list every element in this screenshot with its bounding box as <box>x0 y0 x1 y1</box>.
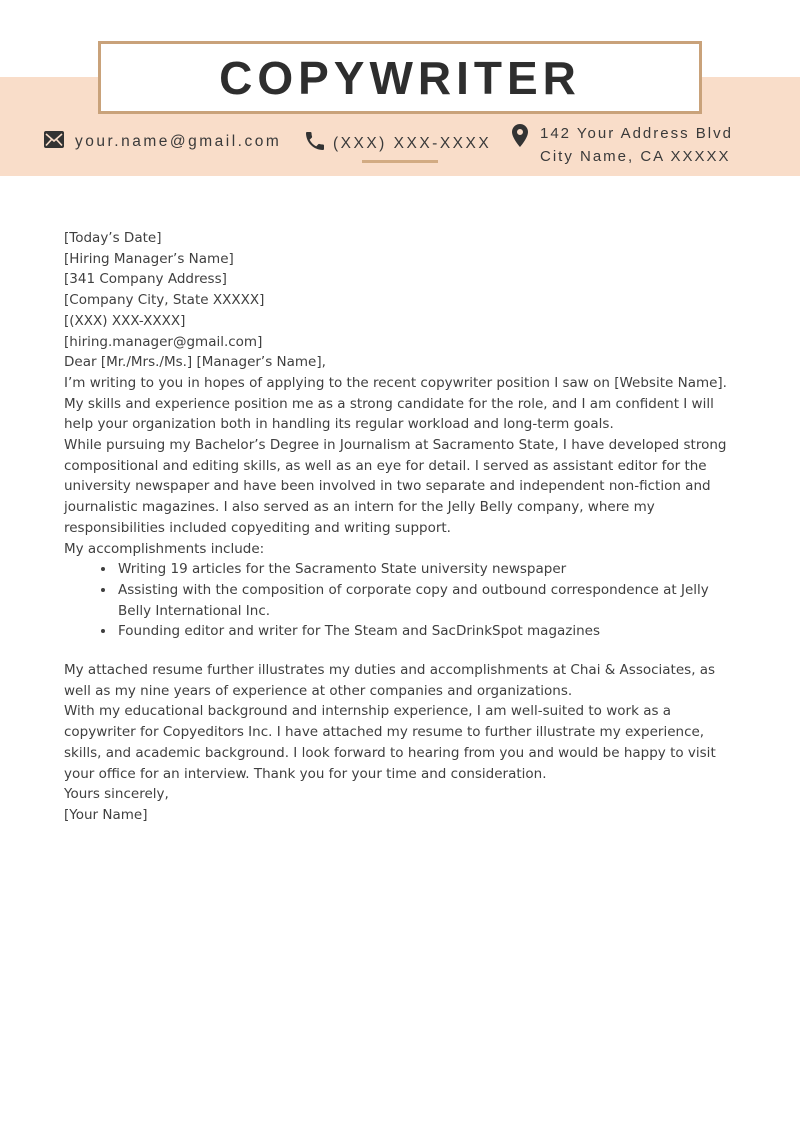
envelope-icon <box>44 131 64 153</box>
paragraph-resume: My attached resume further illustrates my duties and accomplishments at Chai & Associates, as well as my nine years of experience at other companies and organizations. <box>64 662 716 699</box>
contact-address-lines <box>540 122 733 168</box>
salutation: Dear [Mr./Mrs./Ms.] [Manager’s Name], <box>64 354 326 371</box>
date-line: [Today’s Date] <box>64 230 162 246</box>
paragraph-experience: While pursuing my Bachelor’s Degree in Journalism at Sacramento State, I have developed strong compositional and editing skills, as well as an eye for detail. I served as assistant editor for the university newspaper and have been involved in two separate and independent non-fiction and journalistic magazines. I also served as an intern for the Jelly Belly company, where my responsibilities included copyediting and writing support. <box>64 437 727 536</box>
title-box <box>98 41 702 114</box>
paragraph-closing: With my educational background and internship experience, I am well-suited to work as a copywriter for Copyeditors Inc. I have attached my resume to further illustrate my experience, skills, and academic background. I look forward to hearing from you and would be happy to visit your office for an interview. Thank you for your time and consideration. <box>64 703 716 782</box>
location-pin-icon <box>508 122 532 157</box>
recipient-line: [Hiring Manager’s Name] <box>64 250 234 267</box>
recipient-line: [hiring.manager@gmail.com] <box>64 333 263 350</box>
contact-email <box>44 131 281 153</box>
page-title: COPYWRITER <box>219 51 581 104</box>
recipient-line: [341 Company Address] <box>64 271 227 288</box>
contact-phone-text: (XXX) XXX-XXXX <box>333 134 492 152</box>
contact-address <box>508 122 733 168</box>
contact-phone <box>303 129 491 158</box>
signoff: Yours sincerely, <box>64 786 169 803</box>
recipient-line: [(XXX) XXX-XXXX] <box>64 312 186 329</box>
accomplishment-item: • Assisting with the composition of corporate copy and outbound correspondence at Jelly Belly International Inc. <box>116 580 738 621</box>
accomplishment-item: • Founding editor and writer for The Steam and SacDrinkSpot magazines <box>116 621 738 642</box>
accomplishments-list <box>64 559 738 642</box>
contact-address-line2: City Name, CA XXXXX <box>540 148 731 165</box>
accomplishment-item: • Writing 19 articles for the Sacramento State university newspaper <box>116 559 738 580</box>
contact-email-text: your.name@gmail.com <box>75 133 282 150</box>
signature-name: [Your Name] <box>64 806 148 823</box>
recipient-block <box>64 249 738 353</box>
paragraph-intro: I’m writing to you in hopes of applying to the recent copywriter position I saw on [Website Name]. My skills and experience position me as a strong candidate for the role, and I am confident I will help your organization both in handling its regular workload and long-term goals. <box>64 374 727 433</box>
contact-address-line1: 142 Your Address Blvd <box>540 125 733 142</box>
recipient-line: [Company City, State XXXXX] <box>64 292 265 309</box>
phone-underline-divider <box>362 160 438 163</box>
phone-icon <box>303 129 327 158</box>
letter-body <box>64 228 738 826</box>
accomplishments-intro: My accomplishments include: <box>64 540 265 557</box>
